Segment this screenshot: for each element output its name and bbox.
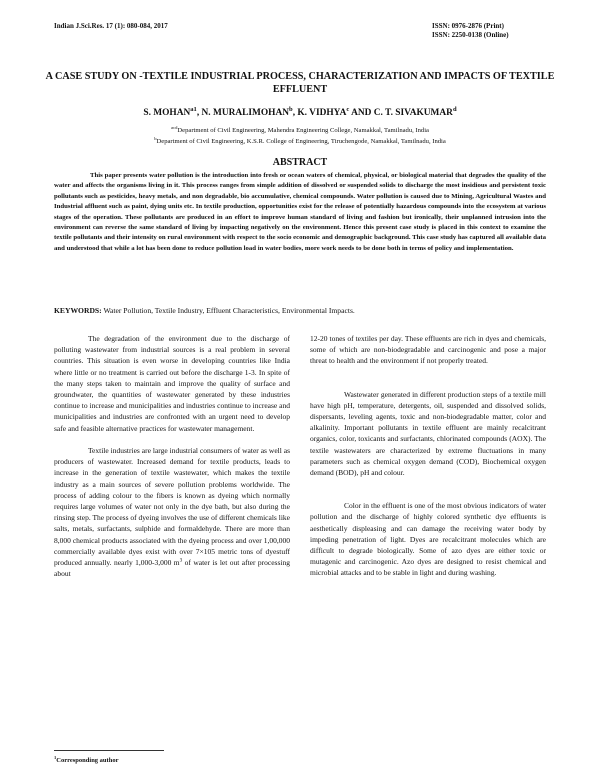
- journal-citation: Indian J.Sci.Res. 17 (1): 080-084, 2017: [54, 22, 168, 30]
- author-1: S. MOHAN: [143, 108, 191, 118]
- author-4-affil-mark: d: [452, 105, 457, 113]
- left-column: [54, 333, 290, 591]
- affiliation-1: [40, 126, 560, 135]
- affiliation-1-mark: acd: [171, 124, 178, 130]
- intro-paragraph-2: [54, 445, 290, 579]
- intro-paragraph-1: The degradation of the environment due to the discharge of polluting wastewater from industrial sources is a real problem in several countries. This situation is even worse in developing countries like India where little or no treatment is carried out before the discharge 1-3. In spite of the many steps taken to maintain and improve the quality of surface and groundwater, the quantities of wastewater generated by these industries continue to increase and municipalities and industries continue to increase and municipalities and industries are confronted with an urgent need to develop safe and feasible alternative practices for wastewater management.: [54, 334, 290, 433]
- abstract-heading: ABSTRACT: [272, 157, 328, 168]
- right-column: [310, 333, 546, 590]
- cubic-superscript: 3: [179, 557, 183, 564]
- keywords: [54, 306, 546, 315]
- author-3: , K. VIDHYA: [292, 108, 347, 118]
- paper-title: A CASE STUDY ON -TEXTILE INDUSTRIAL PROCESS, CHARACTERIZATION AND IMPACTS OF TEXTILE EFFLUENT: [45, 71, 555, 95]
- affiliation-1-text: Department of Civil Engineering, Mahendra Engineering College, Namakkal, Tamilnadu, India: [177, 127, 429, 134]
- issn-online: ISSN: 2250-0138 (Online): [432, 31, 509, 39]
- author-3-affil-mark: c: [346, 105, 350, 113]
- right-paragraph-2: Wastewater generated in different production steps of a textile mill have high pH, temperature, detergents, oil, suspended and dissolved solids, dispersants, leveling agents, toxic and non-biodegradable matter, color and alkalinity. Important pollutants in textile effluent are mainly recalcitrant organics, color, toxicants and surfactants, chlorinated compounds (AOX). The textile wastewaters are characterized by extreme fluctuations in many parameters such as chemical oxygen demand (COD), Biochemical oxygen demand (BOD), pH and colour.: [310, 389, 546, 478]
- author-4: AND C. T. SIVAKUMAR: [349, 108, 453, 118]
- author-2-affil-mark: b: [289, 105, 293, 113]
- affiliation-2-text: Department of Civil Engineering, K.S.R. College of Engineering, Tiruchengode, Namakkal, Tamilnadu, India: [156, 138, 446, 145]
- right-paragraph-3: Color in the effluent is one of the most obvious indicators of water pollution and the discharge of highly colored synthetic dye effluents is aesthetically displeasing and can damage the receiving water body by impeding penetration of light. Dyes are recalcitrant molecules which are difficult to degrade biologically. Some of azo dyes are either toxic or mutagenic and carcinogenic. Azo dyes are designed to resist chemical and microbial attacks and to be stable in light and during washing.: [310, 501, 546, 578]
- keywords-list: Water Pollution, Textile Industry, Effluent Characteristics, Environmental Impacts.: [101, 306, 355, 315]
- right-paragraph-1: 12-20 tones of textiles per day. These effluents are rich in dyes and chemicals, some of which are non-biodegradable and carcinogenic and pose a major threat to health and the environment if not properly treated.: [310, 334, 546, 366]
- keywords-label: KEYWORDS:: [54, 306, 102, 315]
- author-1-affil-mark: a1: [190, 105, 197, 113]
- footnote-text: Corresponding author: [56, 757, 119, 764]
- footnote-rule: [54, 750, 164, 751]
- abstract-body: This paper presents water pollution is the introduction into fresh or ocean waters of chemical, physical, or biological material that degrades the quality of the water and affects the organisms living in it. This process ranges from simple addition of dissolved or suspended solids to discharge the most insidious and persistent toxic pollutants such as pesticides, heavy metals, and non degradable, bio accumulative, chemical compounds. Water pollution is caused due to Mining, Agricultural Wastes and Industrial affluent such as paint, dying units etc. In textile production, opportunities exist for the release of potentially hazardous compounds into the ecosystem at various stages of the operation. These pollutants are produced in an effort to improve human standard of living and fashion but ironically, their unplanned intrusion into the environment can reverse the same standard of living by impacting negatively on the environment. Hence this present case study is placed in this context to examine the textile pollutants and their intensity on rural environment with respect to the socio economic and demographic background. This case study has captured all available data and understood that while a lot has been done to reduce pollution load in water bodies, more work needs to be done both in terms of policy and implementation.: [54, 172, 546, 252]
- intro-paragraph-2-text: Textile industries are large industrial consumers of water as well as producers of wastewater. Increased demand for textile products, leads to increase in the generation of textile wastewater, which makes the textile industry as a main sources of severe pollution problems worldwide. The process of adding colour to the fibers is known as dyeing which normally requires large volumes of water not only in the dye bath, but also during the rinsing step. The process of dyeing involves the use of different chemicals like salts, metals, surfactants, sulphide and formaldehyde. There are more than 8,000 chemical products associated with the dyeing process and over 1,00,000 commercially available dyes exist with over 7×105 metric tons of dyestuff produced annually. nearly 1,000-3,000 m: [54, 446, 290, 568]
- intro-paragraph-2-end: of water is let out after processing about: [54, 558, 290, 579]
- corresponding-author-footnote: [54, 754, 119, 764]
- author-list: [40, 105, 560, 118]
- affiliation-2: [40, 137, 560, 146]
- author-2: , N. MURALIMOHAN: [196, 108, 290, 118]
- issn-print: ISSN: 0976-2876 (Print): [432, 22, 504, 30]
- footnote-mark: 1: [54, 754, 57, 760]
- affiliation-2-mark: b: [154, 135, 157, 141]
